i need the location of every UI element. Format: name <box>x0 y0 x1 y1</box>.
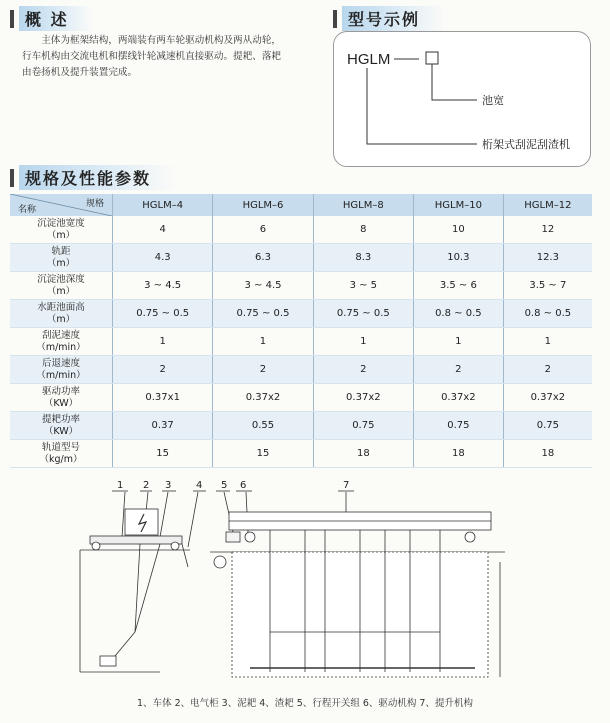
corner-cell <box>10 194 113 216</box>
row-label-name: 提耙功率 <box>41 413 80 425</box>
callout-label: 7 <box>343 480 350 491</box>
specs-table <box>10 194 592 468</box>
table-cell: 0.37 <box>113 412 213 440</box>
callout-label: 6 <box>240 480 247 491</box>
table-cell: 0.75 <box>313 412 413 440</box>
table-cell: 0.75 ~ 0.5 <box>213 300 313 328</box>
table-cell: 2 <box>313 356 413 384</box>
table-cell: 1 <box>503 328 592 356</box>
row-label-name: 轨道型号 <box>41 441 80 453</box>
table-cell: 1 <box>413 328 503 356</box>
table-cell: 1 <box>113 328 213 356</box>
table-cell: 15 <box>213 440 313 468</box>
table-cell: 0.37x2 <box>313 384 413 412</box>
section-marker <box>10 169 14 187</box>
table-cell: 0.75 ~ 0.5 <box>113 300 213 328</box>
row-label-name: 驱动功率 <box>41 385 80 397</box>
table-cell: 6 <box>213 216 313 244</box>
overview-text: 主体为框架结构，两端装有两车轮驱动机构及两从动轮，行车机构由交流电机和摆线针轮减速机直接驱动。提耙、落耙由卷扬机及提升装置完成。 <box>22 35 282 78</box>
row-label-name: 沉淀池宽度 <box>37 217 85 229</box>
table-cell: 3.5 ~ 6 <box>413 272 503 300</box>
table-cell: 18 <box>503 440 592 468</box>
type-label: 桁架式刮泥刮渣机 <box>482 138 570 151</box>
row-label-unit: （m） <box>46 229 76 241</box>
table-cell: 2 <box>413 356 503 384</box>
row-label-unit: （m） <box>46 257 76 269</box>
table-cell: 18 <box>413 440 503 468</box>
table-cell: 1 <box>313 328 413 356</box>
column-header: HGLM–6 <box>213 194 313 216</box>
row-label-name: 刮泥速度 <box>41 329 80 341</box>
width-label: 池宽 <box>482 94 504 107</box>
table-row <box>10 356 592 384</box>
table-cell: 10.3 <box>413 244 503 272</box>
row-label-name: 后退速度 <box>41 357 80 369</box>
row-label <box>10 300 113 328</box>
table-cell: 2 <box>503 356 592 384</box>
row-label <box>10 216 113 244</box>
table-cell: 4.3 <box>113 244 213 272</box>
table-cell: 10 <box>413 216 503 244</box>
column-header: HGLM–4 <box>113 194 213 216</box>
corner-bottom-label: 名称 <box>18 205 37 215</box>
table-cell: 8 <box>313 216 413 244</box>
table-cell: 3 ~ 5 <box>313 272 413 300</box>
column-header: HGLM–8 <box>313 194 413 216</box>
table-cell: 0.8 ~ 0.5 <box>413 300 503 328</box>
table-row <box>10 216 592 244</box>
row-label <box>10 328 113 356</box>
row-label-unit: （m） <box>46 285 76 297</box>
column-header: HGLM–12 <box>503 194 592 216</box>
row-label-unit: （KW） <box>43 425 79 437</box>
row-label <box>10 412 113 440</box>
model-header <box>333 6 444 31</box>
table-row <box>10 384 592 412</box>
table-cell: 0.37x2 <box>213 384 313 412</box>
table-cell: 3 ~ 4.5 <box>113 272 213 300</box>
table-row <box>10 244 592 272</box>
overview-header <box>10 6 93 31</box>
table-cell: 0.55 <box>213 412 313 440</box>
table-cell: 18 <box>313 440 413 468</box>
model-title: 型号示例 <box>342 6 444 31</box>
row-label-unit: （m） <box>46 313 76 325</box>
width-placeholder-box <box>426 52 438 64</box>
table-cell: 3 ~ 4.5 <box>213 272 313 300</box>
table-cell: 15 <box>113 440 213 468</box>
row-label <box>10 272 113 300</box>
row-label <box>10 244 113 272</box>
table-row <box>10 272 592 300</box>
table-cell: 0.75 <box>413 412 503 440</box>
corner-top-label: 规格 <box>85 199 104 209</box>
callout-label: 2 <box>143 480 150 491</box>
table-cell: 8.3 <box>313 244 413 272</box>
table-cell: 3.5 ~ 7 <box>503 272 592 300</box>
section-marker <box>333 10 337 28</box>
model-example-box <box>333 31 591 167</box>
callout-label: 3 <box>165 480 172 491</box>
table-cell: 6.3 <box>213 244 313 272</box>
table-row <box>10 300 592 328</box>
table-cell: 0.37x1 <box>113 384 213 412</box>
section-marker <box>10 10 14 28</box>
row-label-name: 沉淀池深度 <box>37 273 85 285</box>
model-code-diagram <box>334 32 590 166</box>
table-row <box>10 412 592 440</box>
row-label-unit: （m/min） <box>36 369 86 381</box>
equipment-diagram <box>0 472 610 692</box>
table-cell: 0.8 ~ 0.5 <box>503 300 592 328</box>
table-cell: 0.75 <box>503 412 592 440</box>
table-row <box>10 328 592 356</box>
diagram-legend: 1、车体 2、电气柜 3、泥耙 4、渣耙 5、行程开关组 6、驱动机构 7、提升机构 <box>137 698 473 709</box>
overview-title: 概 述 <box>19 6 93 31</box>
callout-label: 4 <box>196 480 203 491</box>
table-cell: 2 <box>113 356 213 384</box>
table-cell: 0.37x2 <box>503 384 592 412</box>
table-header-row <box>10 194 592 216</box>
row-label-unit: （kg/m） <box>39 453 83 465</box>
row-label-name: 轨距 <box>51 245 71 257</box>
model-code: HGLM <box>347 51 391 68</box>
table-cell: 12.3 <box>503 244 592 272</box>
table-cell: 0.75 ~ 0.5 <box>313 300 413 328</box>
row-label <box>10 440 113 468</box>
table-cell: 12 <box>503 216 592 244</box>
callout-label: 1 <box>117 480 124 491</box>
row-label <box>10 356 113 384</box>
specs-title: 规格及性能参数 <box>19 165 175 190</box>
table-cell: 4 <box>113 216 213 244</box>
row-label <box>10 384 113 412</box>
row-label-unit: （KW） <box>43 397 79 409</box>
row-label-name: 水距池面高 <box>37 301 85 313</box>
table-cell: 0.37x2 <box>413 384 503 412</box>
row-label-unit: （m/min） <box>36 341 86 353</box>
table-cell: 2 <box>213 356 313 384</box>
table-row <box>10 440 592 468</box>
callout-label: 5 <box>221 480 228 491</box>
specs-header <box>10 165 175 190</box>
column-header: HGLM–10 <box>413 194 503 216</box>
table-cell: 1 <box>213 328 313 356</box>
